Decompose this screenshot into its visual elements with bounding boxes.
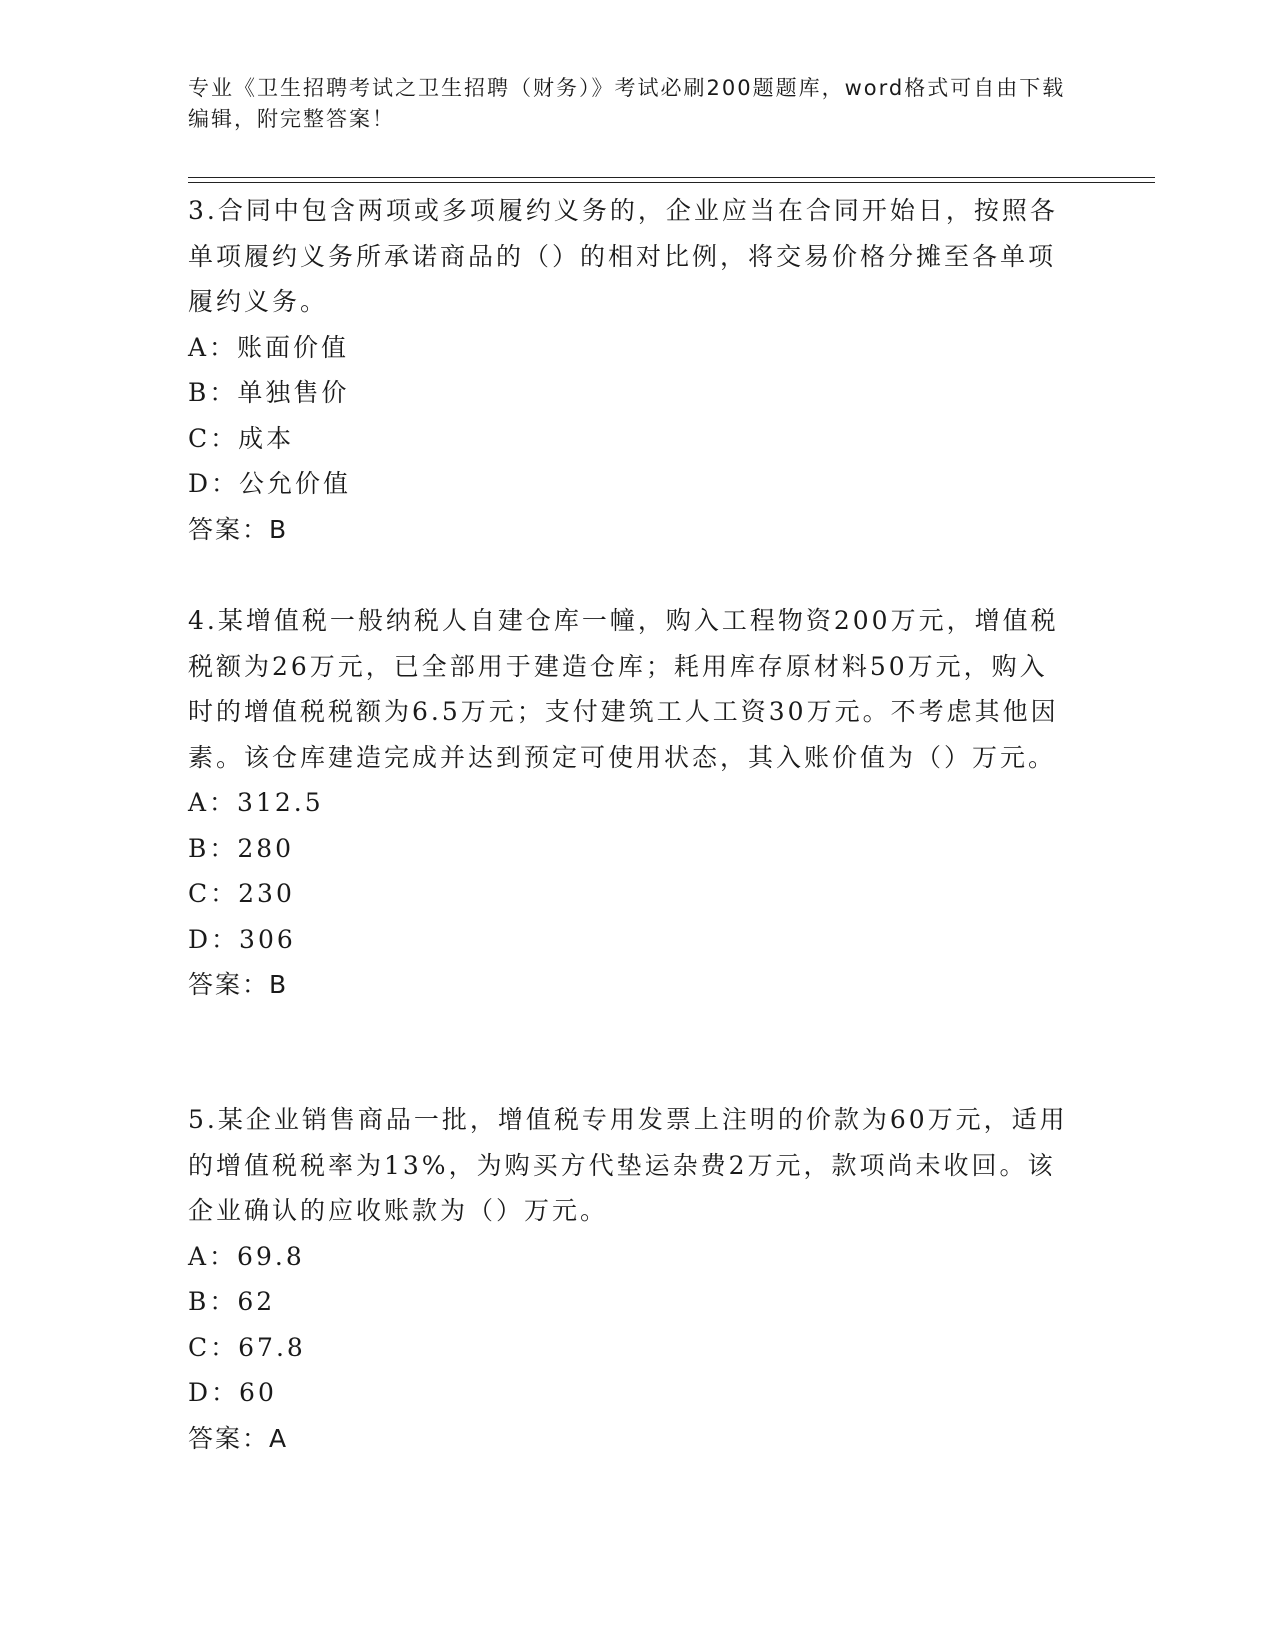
option-b: B：62 — [188, 1287, 276, 1316]
option-b: B：单独售价 — [188, 378, 350, 407]
question-stem: 5.某企业销售商品一批，增值税专用发票上注明的价款为60万元，适用的增值税税率为13%，为购买方代垫运杂费2万元，款项尚未收回。该企业确认的应收账款为（）万元。 — [188, 1105, 1068, 1225]
option-d: D：公允价值 — [188, 469, 352, 498]
header-divider-bottom — [188, 182, 1155, 183]
question-3 — [188, 188, 1068, 552]
answer-line: 答案：B — [188, 970, 289, 999]
option-d: D：306 — [188, 924, 296, 954]
option-d: D：60 — [188, 1378, 277, 1407]
document-header: 专业《卫生招聘考试之卫生招聘（财务）》考试必刷200题题库，word格式可自由下载编辑，附完整答案！ — [188, 76, 1066, 131]
option-b: B：280 — [188, 833, 295, 863]
option-c: C：230 — [188, 879, 295, 908]
option-a: A：312.5 — [188, 788, 324, 817]
option-a: A：69.8 — [188, 1241, 305, 1271]
question-stem: 3.合同中包含两项或多项履约义务的，企业应当在合同开始日，按照各单项履约义务所承诺商品的（）的相对比例，将交易价格分摊至各单项履约义务。 — [188, 196, 1058, 316]
header-divider-top — [188, 177, 1155, 178]
question-5 — [188, 1097, 1068, 1461]
option-c: C：67.8 — [188, 1332, 306, 1362]
option-a: A：账面价值 — [188, 332, 350, 362]
question-stem: 4.某增值税一般纳税人自建仓库一幢，购入工程物资200万元，增值税税额为26万元，已全部用于建造仓库；耗用库存原材料50万元，购入时的增值税税额为6.5万元；支付建筑工人工资30万元。不考虑其他因素。该仓库建造完成并达到预定可使用状态，其入账价值为（）万元。 — [188, 606, 1059, 772]
option-c: C：成本 — [188, 423, 295, 453]
answer-line: 答案：A — [188, 1423, 289, 1453]
question-4 — [188, 598, 1068, 1008]
answer-line: 答案：B — [188, 514, 289, 544]
